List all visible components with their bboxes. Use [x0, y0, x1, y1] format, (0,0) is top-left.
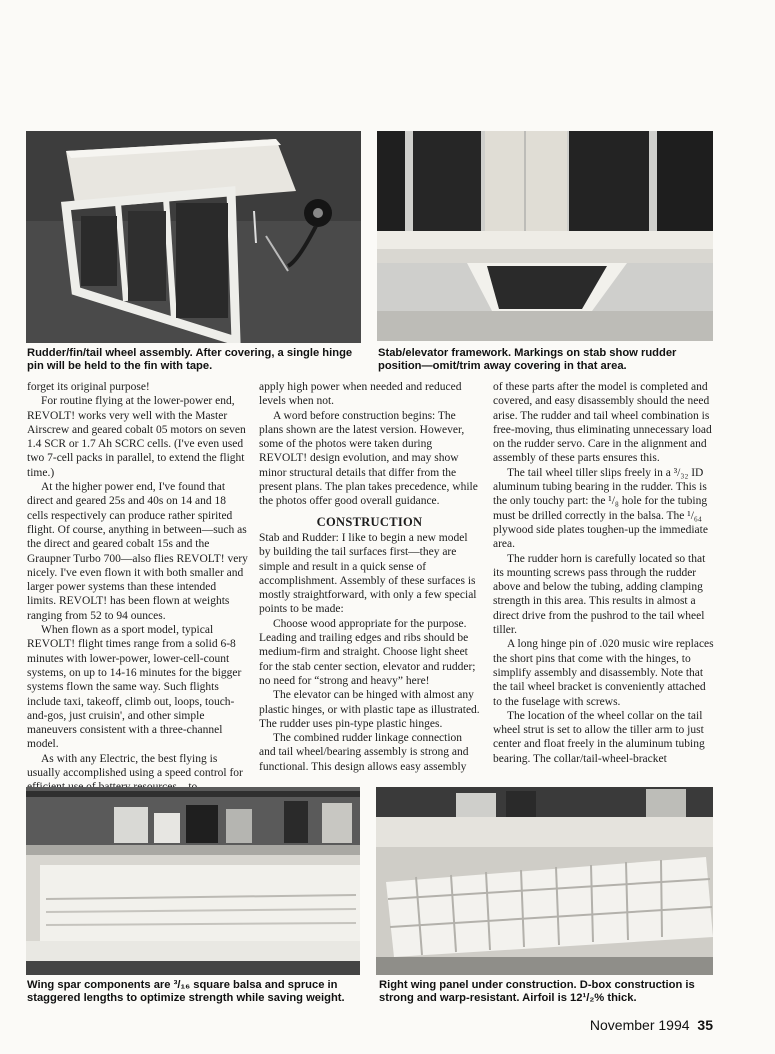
page-footer	[590, 1017, 713, 1033]
page-number: 35	[697, 1017, 713, 1033]
section-heading: CONSTRUCTION	[316, 514, 423, 529]
paragraph: For routine flying at the lower-power end, REVOLT! works very well with the Master Airscrew and geared cobalt 05 motors on seven 1.4 SCR or 1.7 Ah SCRC cells. (I've even used two 7-cell packs in parallel, to extend the flight time.)	[27, 395, 246, 479]
photo-right-wing-panel	[376, 787, 713, 975]
photo-stab-elevator-framework	[377, 131, 713, 341]
photo-caption: Stab/elevator framework. Markings on stab show rudder position—omit/trim away covering in that area.	[378, 347, 677, 372]
paragraph: of these parts after the model is completed and covered, and easy disassembly should the need arise. The rudder and tail wheel combination is free-moving, thus eliminating unnecessary load on the rudder servo. Care in the alignment and assembly of these parts ensures this.	[493, 381, 712, 465]
paragraph: When flown as a sport model, typical REVOLT! flight times range from a solid 6-8 minutes with lower-power, lower-cell-count systems, on up to 14-16 minutes for the bigger systems flown the same way. Such flights include taxi, takeoff, climb out, loops, touch-and-gos, just cruisin', and other simple maneuvers consistent with a three-channel model.	[27, 624, 242, 751]
issue-date: November 1994	[589, 1017, 690, 1033]
photo-caption: Rudder/fin/tail wheel assembly. After covering, a single hinge pin will be held to the fin with tape.	[27, 347, 353, 372]
article-column-1	[27, 380, 248, 795]
paragraph: Choose wood appropriate for the purpose. Leading and trailing edges and ribs should be medium-firm and straight. Choose light sheet for the stab center section, elevator and rudder; no need for “strong and heavy” here!	[259, 617, 476, 687]
paragraph: The rudder horn is carefully located so that its mounting screws pass through the rudder above and below the tubing, adding clamping strength in this area. This results in almost a direct drive from the pushrod to the tail wheel tiller.	[493, 552, 706, 637]
article-column-3	[493, 380, 715, 766]
paragraph: forget its original purpose!	[27, 381, 150, 393]
photo-rudder-fin-assembly	[26, 131, 361, 343]
paragraph: apply high power when needed and reduced levels when not.	[259, 381, 462, 408]
paragraph: The combined rudder linkage connection and tail wheel/bearing assembly is strong and functional. This design allows easy assembly	[259, 732, 469, 773]
paragraph: At the higher power end, I've found that direct and geared 25s and 40s on 14 and 18 cells respectively can produce rather spirited flight. Of course, anything in between—such as the direct and geared cobalt 15s and the Graupner Turbo 700—also flies REVOLT! very nicely. I've even flown it with both smaller and larger power systems than these intended limits. REVOLT! has been flown at weights ranging from 52 to 94 ounces.	[27, 481, 248, 622]
paragraph: A long hinge pin of .020 music wire replaces the short pins that come with the hinges, to simplify assembly and disassembly. Note that the tail wheel bracket is conveniently attached to the fuselage with screws.	[493, 638, 714, 708]
paragraph: Stab and Rudder: I like to begin a new model by building the tail surfaces first—they are simple and result in a quick sense of accomplishment. Assembly of these surfaces is mostly straightforward, with only a few special points to be made:	[259, 531, 477, 616]
photo-caption: Right wing panel under construction. D-box construction is strong and warp-resistant. Airfoil is 12¹/₂% thick.	[379, 979, 695, 1004]
photo-caption: Wing spar components are ³/₁₆ square balsa and spruce in staggered lengths to optimize strength while saving weight.	[27, 979, 345, 1004]
paragraph: As with any Electric, the best flying is usually accomplished using a speed control for	[27, 752, 243, 780]
paragraph: A word before construction begins: The plans shown are the latest version. However, some of the photos were taken during REVOLT! design evolution, and may show minor structural details that differ from the present plans. The plan takes precedence, while the photos offer good overall guidance.	[259, 409, 478, 508]
photo-wing-spar-components	[26, 787, 360, 975]
paragraph: The location of the wheel collar on the tail wheel strut is set to allow the tiller arm to just center and float freely in the aluminum tubing bearing. The collar/tail-wheel-bracket	[493, 709, 705, 765]
article-column-2	[259, 380, 480, 774]
paragraph: The tail wheel tiller slips freely in a ³/₃₂ ID aluminum tubing bearing in the rudder. This is the only touchy part: the ¹/₈ hole for the tubing must be drilled correctly in the balsa. The ¹/₆₄ plywood side plates toughen-up the immediate area.	[493, 466, 708, 551]
paragraph: The elevator can be hinged with almost any plastic hinges, or with plastic tape as illustrated. The rudder uses pin-type plastic hinges.	[259, 689, 480, 730]
